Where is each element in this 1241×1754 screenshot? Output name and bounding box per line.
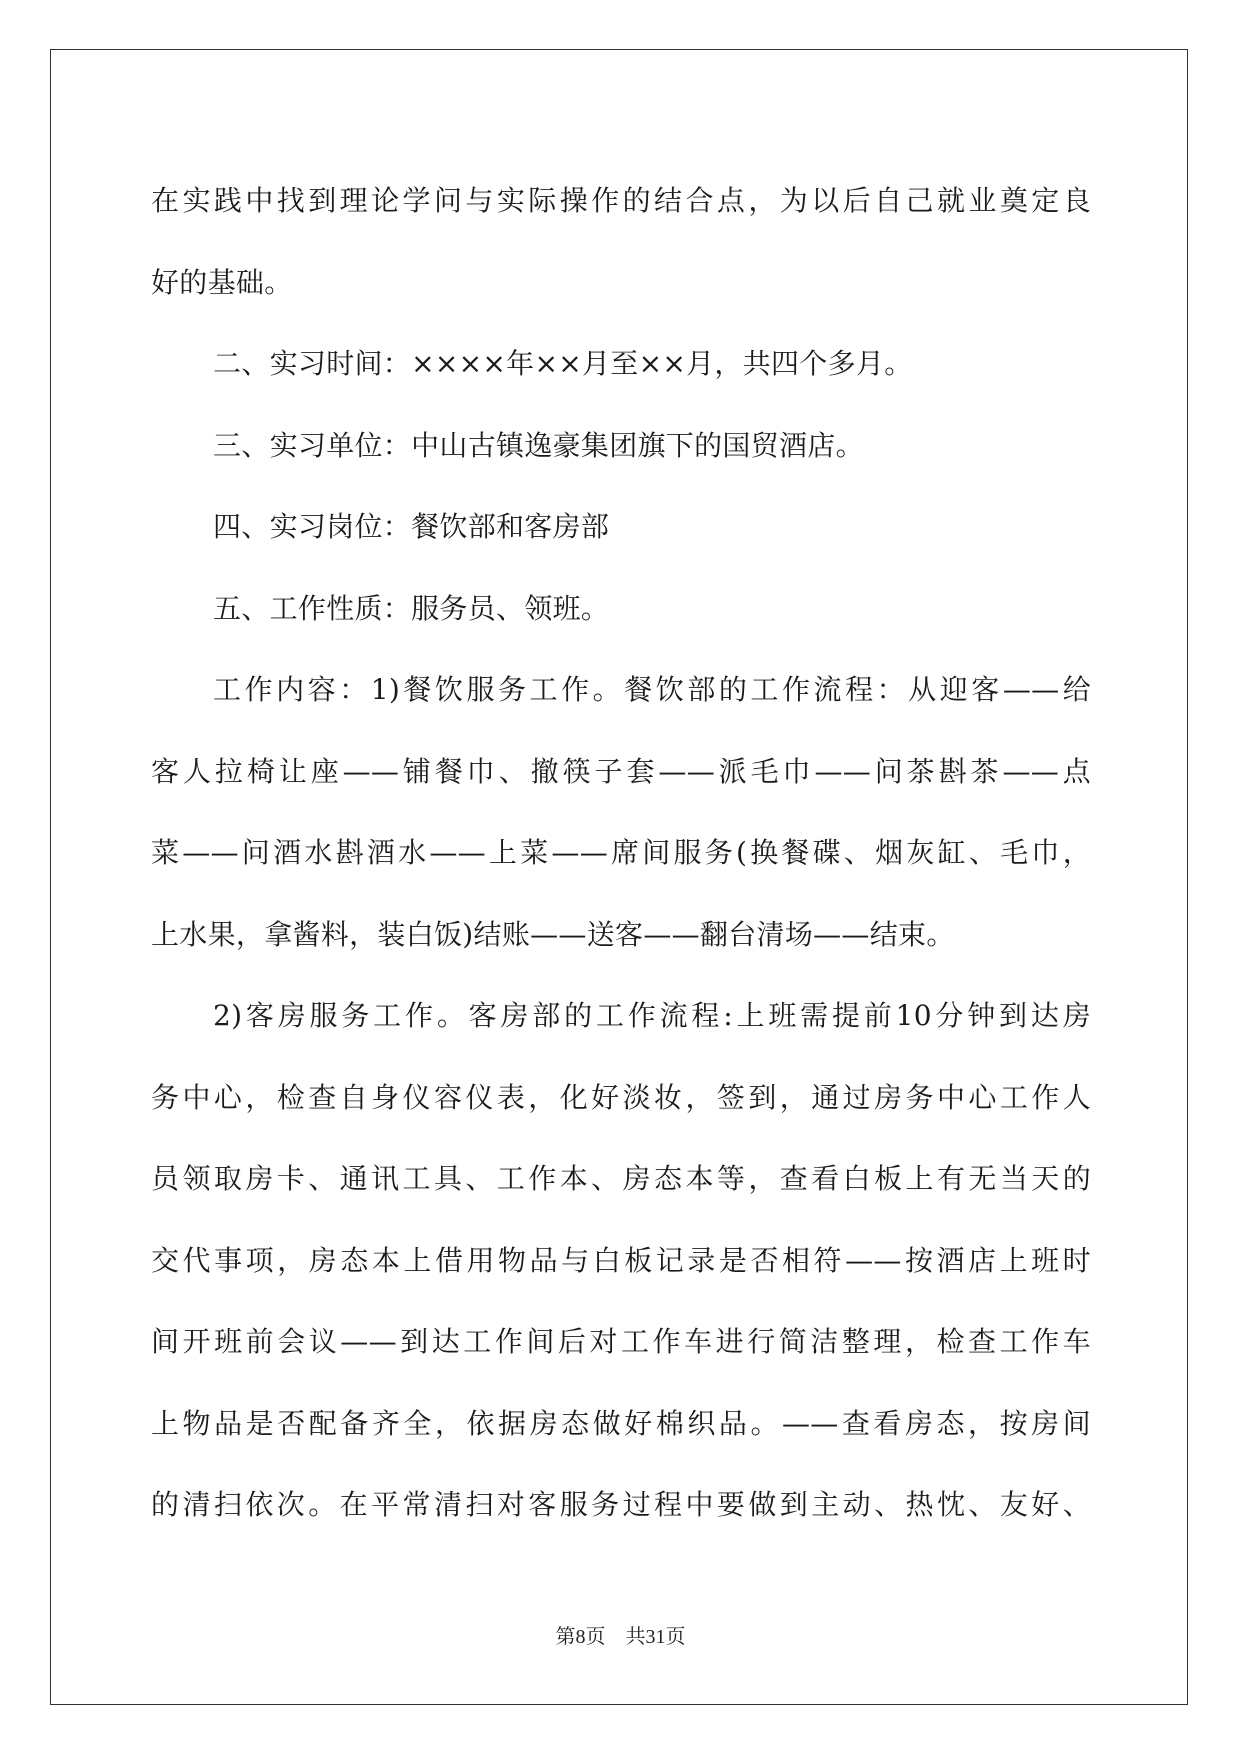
- page-number: 第8页: [555, 1626, 606, 1648]
- text-line-3: 二、实习时间：××××年××月至××月，共四个多月。: [213, 347, 913, 380]
- text-line-5: 四、实习岗位：餐饮部和客房部: [213, 510, 610, 543]
- text-line-4: 三、实习单位：中山古镇逸豪集团旗下的国贸酒店。: [213, 428, 864, 462]
- text-line-11: 2)客房服务工作。客房部的工作流程:上班需提前10分钟到达房: [213, 999, 1091, 1032]
- text-line-9: 菜——问酒水斟酒水——上菜——席间服务(换餐碟、烟灰缸、毛巾，: [151, 836, 1091, 869]
- text-line-10: 上水果，拿酱料，装白饭)结账——送客——翻台清场——结束。: [151, 917, 955, 951]
- text-line-13: 员领取房卡、通讯工具、工作本、房态本等，查看白板上有无当天的: [151, 1162, 1091, 1195]
- page-footer: [0, 1620, 1241, 1649]
- text-line-8: 客人拉椅让座——铺餐巾、撤筷子套——派毛巾——问茶斟茶——点: [151, 754, 1091, 788]
- text-line-17: 的清扫依次。在平常清扫对客服务过程中要做到主动、热忱、友好、: [151, 1488, 1091, 1521]
- text-line-6: 五、工作性质：服务员、领班。: [213, 591, 610, 625]
- text-line-16: 上物品是否配备齐全，依据房态做好棉织品。——查看房态，按房间: [151, 1406, 1091, 1440]
- document-body: [151, 160, 1091, 1546]
- text-line-14: 交代事项，房态本上借用物品与白板记录是否相符——按酒店上班时: [151, 1243, 1091, 1277]
- text-line-1: 在实践中找到理论学问与实际操作的结合点，为以后自己就业奠定良: [151, 184, 1091, 217]
- text-line-15: 间开班前会议——到达工作间后对工作车进行简洁整理，检查工作车: [151, 1325, 1091, 1358]
- text-line-12: 务中心，检查自身仪容仪表，化好淡妆，签到，通过房务中心工作人: [151, 1080, 1091, 1114]
- text-line-7: 工作内容：1)餐饮服务工作。餐饮部的工作流程：从迎客——给: [213, 673, 1091, 706]
- text-line-2: 好的基础。: [151, 265, 293, 299]
- page-total: 共31页: [625, 1626, 686, 1648]
